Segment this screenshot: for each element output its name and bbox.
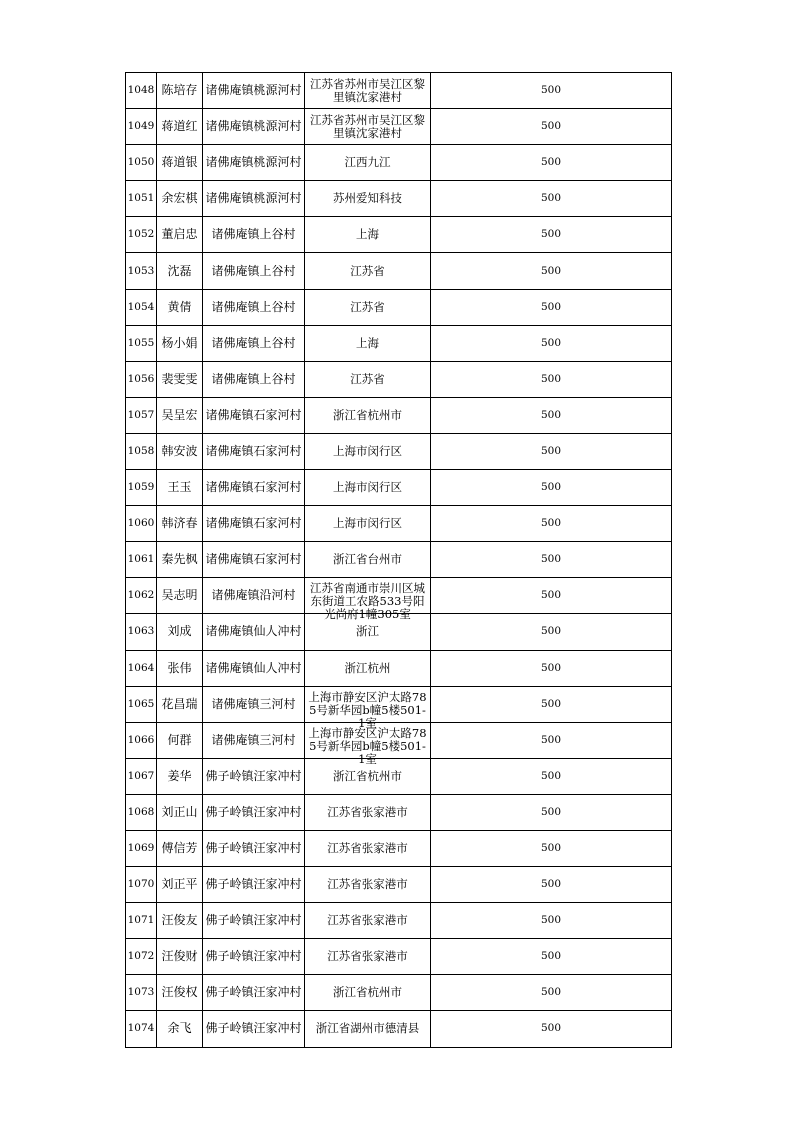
amount-cell: 500 — [431, 542, 672, 578]
village-cell: 诸佛庵镇仙人冲村 — [203, 614, 305, 650]
row-number-cell: 1064 — [126, 650, 157, 686]
table-row — [126, 830, 672, 866]
work-location-text: 江西九江 — [344, 155, 391, 170]
village-cell: 诸佛庵镇石家河村 — [203, 542, 305, 578]
person-name-cell: 汪俊权 — [157, 975, 203, 1011]
work-location-text: 江苏省 — [350, 371, 385, 386]
amount-cell: 500 — [431, 650, 672, 686]
table-row — [126, 686, 672, 722]
work-location-text: 江苏省张家港市 — [327, 913, 408, 928]
table-row — [126, 542, 672, 578]
row-number-cell: 1054 — [126, 289, 157, 325]
table-row — [126, 975, 672, 1011]
village-cell: 诸佛庵镇桃源河村 — [203, 109, 305, 145]
work-location-cell — [305, 1011, 431, 1047]
work-location-text: 江苏省张家港市 — [327, 877, 408, 892]
village-cell: 诸佛庵镇石家河村 — [203, 433, 305, 469]
amount-cell: 500 — [431, 794, 672, 830]
village-cell: 诸佛庵镇桃源河村 — [203, 145, 305, 181]
work-location-cell — [305, 361, 431, 397]
amount-cell: 500 — [431, 73, 672, 109]
amount-cell: 500 — [431, 939, 672, 975]
amount-cell: 500 — [431, 325, 672, 361]
person-name-cell: 沈磊 — [157, 253, 203, 289]
person-name-cell: 黄倩 — [157, 289, 203, 325]
village-cell: 诸佛庵镇石家河村 — [203, 506, 305, 542]
village-cell: 诸佛庵镇三河村 — [203, 722, 305, 758]
village-cell: 诸佛庵镇仙人冲村 — [203, 650, 305, 686]
person-name-cell: 董启忠 — [157, 217, 203, 253]
village-cell: 诸佛庵镇三河村 — [203, 686, 305, 722]
person-name-cell: 王玉 — [157, 470, 203, 506]
village-cell: 诸佛庵镇上谷村 — [203, 217, 305, 253]
person-name-cell: 吴呈宏 — [157, 397, 203, 433]
table-row — [126, 939, 672, 975]
table-row — [126, 470, 672, 506]
work-location-text: 江苏省苏州市吴江区黎里镇沈家港村 — [310, 76, 425, 104]
row-number-cell: 1055 — [126, 325, 157, 361]
row-number-cell: 1051 — [126, 181, 157, 217]
amount-cell: 500 — [431, 903, 672, 939]
person-name-cell: 刘正平 — [157, 867, 203, 903]
work-location-cell — [305, 470, 431, 506]
village-cell: 诸佛庵镇石家河村 — [203, 397, 305, 433]
person-name-cell: 刘正山 — [157, 794, 203, 830]
work-location-cell — [305, 830, 431, 866]
table-row — [126, 758, 672, 794]
village-cell: 诸佛庵镇桃源河村 — [203, 73, 305, 109]
amount-cell: 500 — [431, 361, 672, 397]
table-row — [126, 289, 672, 325]
amount-cell: 500 — [431, 758, 672, 794]
person-name-cell: 张伟 — [157, 650, 203, 686]
work-location-cell — [305, 650, 431, 686]
village-cell: 诸佛庵镇沿河村 — [203, 578, 305, 614]
work-location-text: 上海市闵行区 — [333, 516, 402, 531]
table-row — [126, 903, 672, 939]
row-number-cell: 1061 — [126, 542, 157, 578]
amount-cell: 500 — [431, 686, 672, 722]
work-location-cell — [305, 145, 431, 181]
table-row — [126, 578, 672, 614]
work-location-text: 上海 — [356, 335, 379, 350]
person-name-cell: 余宏棋 — [157, 181, 203, 217]
row-number-cell: 1060 — [126, 506, 157, 542]
work-location-cell — [305, 325, 431, 361]
work-location-text: 上海市闵行区 — [333, 480, 402, 495]
row-number-cell: 1052 — [126, 217, 157, 253]
village-cell: 佛子岭镇汪家冲村 — [203, 830, 305, 866]
work-location-cell — [305, 686, 431, 730]
table-row — [126, 109, 672, 145]
table-row — [126, 650, 672, 686]
table-row — [126, 867, 672, 903]
work-location-cell — [305, 939, 431, 975]
row-number-cell: 1070 — [126, 867, 157, 903]
row-number-cell: 1062 — [126, 578, 157, 614]
work-location-text: 浙江 — [356, 624, 379, 639]
table-row — [126, 722, 672, 758]
work-location-cell — [305, 73, 431, 109]
amount-cell: 500 — [431, 217, 672, 253]
amount-cell: 500 — [431, 722, 672, 758]
row-number-cell: 1059 — [126, 470, 157, 506]
work-location-text: 江苏省张家港市 — [327, 841, 408, 856]
row-number-cell: 1050 — [126, 145, 157, 181]
table-row — [126, 181, 672, 217]
table-row — [126, 1011, 672, 1047]
village-cell: 诸佛庵镇石家河村 — [203, 470, 305, 506]
work-location-cell — [305, 722, 431, 766]
amount-cell: 500 — [431, 867, 672, 903]
amount-cell: 500 — [431, 470, 672, 506]
table-row — [126, 325, 672, 361]
work-location-text: 上海 — [356, 227, 379, 242]
table-row — [126, 794, 672, 830]
person-name-cell: 汪俊财 — [157, 939, 203, 975]
work-location-cell — [305, 433, 431, 469]
village-cell: 诸佛庵镇上谷村 — [203, 325, 305, 361]
work-location-cell — [305, 794, 431, 830]
person-name-cell: 何群 — [157, 722, 203, 758]
row-number-cell: 1065 — [126, 686, 157, 722]
work-location-text: 浙江省杭州市 — [333, 768, 402, 783]
table-row — [126, 361, 672, 397]
work-location-cell — [305, 217, 431, 253]
village-cell: 佛子岭镇汪家冲村 — [203, 975, 305, 1011]
amount-cell: 500 — [431, 433, 672, 469]
table-row — [126, 217, 672, 253]
row-number-cell: 1067 — [126, 758, 157, 794]
person-name-cell: 汪俊友 — [157, 903, 203, 939]
amount-cell: 500 — [431, 614, 672, 650]
table-row — [126, 433, 672, 469]
village-cell: 诸佛庵镇上谷村 — [203, 361, 305, 397]
row-number-cell: 1057 — [126, 397, 157, 433]
work-location-text: 江苏省 — [350, 299, 385, 314]
work-location-cell — [305, 578, 431, 622]
work-location-cell — [305, 109, 431, 145]
row-number-cell: 1068 — [126, 794, 157, 830]
table-row — [126, 506, 672, 542]
amount-cell: 500 — [431, 830, 672, 866]
village-cell: 佛子岭镇汪家冲村 — [203, 939, 305, 975]
table-row — [126, 73, 672, 109]
row-number-cell: 1066 — [126, 722, 157, 758]
person-name-cell: 蒋道银 — [157, 145, 203, 181]
work-location-cell — [305, 506, 431, 542]
work-location-cell — [305, 253, 431, 289]
row-number-cell: 1073 — [126, 975, 157, 1011]
subsidy-table — [125, 72, 672, 1048]
person-name-cell: 韩安波 — [157, 433, 203, 469]
amount-cell: 500 — [431, 578, 672, 614]
work-location-text: 浙江省台州市 — [333, 552, 402, 567]
work-location-text: 上海市静安区沪太路785号新华园b幢5楼501-1室 — [308, 689, 427, 730]
amount-cell: 500 — [431, 145, 672, 181]
row-number-cell: 1053 — [126, 253, 157, 289]
work-location-cell — [305, 903, 431, 939]
row-number-cell: 1072 — [126, 939, 157, 975]
village-cell: 诸佛庵镇桃源河村 — [203, 181, 305, 217]
person-name-cell: 刘成 — [157, 614, 203, 650]
person-name-cell: 秦先枫 — [157, 542, 203, 578]
work-location-text: 江苏省张家港市 — [327, 804, 408, 819]
work-location-cell — [305, 289, 431, 325]
table-row — [126, 145, 672, 181]
person-name-cell: 陈培存 — [157, 73, 203, 109]
person-name-cell: 花昌瑞 — [157, 686, 203, 722]
village-cell: 佛子岭镇汪家冲村 — [203, 758, 305, 794]
person-name-cell: 蒋道红 — [157, 109, 203, 145]
work-location-text: 江苏省南通市崇川区城东街道工农路533号阳光尚府1幢305室 — [310, 581, 425, 622]
amount-cell: 500 — [431, 397, 672, 433]
village-cell: 诸佛庵镇上谷村 — [203, 253, 305, 289]
row-number-cell: 1074 — [126, 1011, 157, 1047]
amount-cell: 500 — [431, 506, 672, 542]
work-location-cell — [305, 181, 431, 217]
work-location-cell — [305, 975, 431, 1011]
row-number-cell: 1071 — [126, 903, 157, 939]
work-location-text: 浙江省杭州市 — [333, 985, 402, 1000]
person-name-cell: 傅信芳 — [157, 830, 203, 866]
person-name-cell: 余飞 — [157, 1011, 203, 1047]
village-cell: 诸佛庵镇上谷村 — [203, 289, 305, 325]
work-location-text: 上海市闵行区 — [333, 443, 402, 458]
work-location-text: 浙江省湖州市德清县 — [315, 1021, 420, 1036]
village-cell: 佛子岭镇汪家冲村 — [203, 903, 305, 939]
work-location-cell — [305, 867, 431, 903]
row-number-cell: 1056 — [126, 361, 157, 397]
amount-cell: 500 — [431, 109, 672, 145]
row-number-cell: 1049 — [126, 109, 157, 145]
row-number-cell: 1069 — [126, 830, 157, 866]
work-location-cell — [305, 542, 431, 578]
work-location-text: 浙江杭州 — [344, 660, 391, 675]
row-number-cell: 1063 — [126, 614, 157, 650]
work-location-text: 江苏省 — [350, 263, 385, 278]
row-number-cell: 1058 — [126, 433, 157, 469]
work-location-text: 江苏省张家港市 — [327, 949, 408, 964]
person-name-cell: 姜华 — [157, 758, 203, 794]
work-location-text: 江苏省苏州市吴江区黎里镇沈家港村 — [310, 112, 425, 140]
person-name-cell: 韩济春 — [157, 506, 203, 542]
amount-cell: 500 — [431, 253, 672, 289]
village-cell: 佛子岭镇汪家冲村 — [203, 794, 305, 830]
village-cell: 佛子岭镇汪家冲村 — [203, 867, 305, 903]
work-location-text: 苏州爱知科技 — [333, 191, 402, 206]
amount-cell: 500 — [431, 289, 672, 325]
work-location-text: 浙江省杭州市 — [333, 407, 402, 422]
row-number-cell: 1048 — [126, 73, 157, 109]
amount-cell: 500 — [431, 181, 672, 217]
person-name-cell: 吴志明 — [157, 578, 203, 614]
amount-cell: 500 — [431, 1011, 672, 1047]
table-row — [126, 397, 672, 433]
table-row — [126, 253, 672, 289]
amount-cell: 500 — [431, 975, 672, 1011]
work-location-cell — [305, 397, 431, 433]
village-cell: 佛子岭镇汪家冲村 — [203, 1011, 305, 1047]
table-body — [126, 73, 672, 1048]
person-name-cell: 裴雯雯 — [157, 361, 203, 397]
work-location-text: 上海市静安区沪太路785号新华园b幢5楼501-1室 — [308, 725, 427, 766]
person-name-cell: 杨小娟 — [157, 325, 203, 361]
